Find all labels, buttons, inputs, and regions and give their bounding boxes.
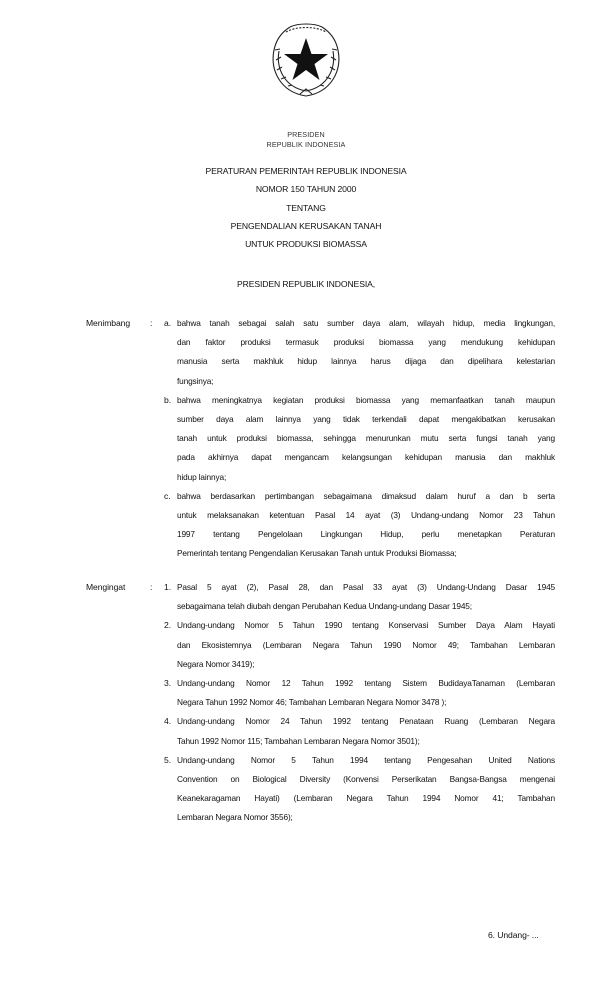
item-text-line: Undang-undang Nomor 5 Tahun 1990 tentang Konservasi Sumber Daya Alam Hayati (177, 620, 555, 631)
item-text-line: bahwa tanah sebagai salah satu sumber daya alam, wilayah hidup, media lingkungan, (177, 318, 555, 328)
item-text-line: Convention on Biological Diversity (Konvensi Perserikatan Bangsa-Bangsa mengenai (177, 773, 555, 784)
item-marker: c. (164, 490, 171, 501)
item-text-line: tanah untuk produksi biomassa, sehingga menurunkan mutu serta fungsi tanah yang (177, 433, 555, 444)
item-text-line: Undang-undang Nomor 5 Tahun 1994 tentang Pengesahan United Nations (177, 754, 555, 765)
item-text-line: Pasal 5 ayat (2), Pasal 28, dan Pasal 33 ayat (3) Undang-Undang Dasar 1945 (177, 582, 555, 592)
header-president: PRESIDEN (287, 130, 325, 139)
item-text-line: pada akhirnya dapat mengancam kelangsungan kehidupan manusia dan makhluk (177, 452, 555, 463)
item-marker: a. (164, 318, 172, 328)
list-item (86, 751, 556, 828)
item-text-line: dan faktor produksi termasuk produksi biomassa yang mendukung kehidupan (177, 337, 555, 348)
item-text-line: Keanekaragaman Hayati) (Lembaran Negara Tahun 1994 Nomor 41; Tambahan (177, 793, 555, 804)
colon: : (150, 582, 153, 592)
item-text-line: untuk melaksanakan ketentuan Pasal 14 ayat (3) Undang-undang Nomor 23 Tahun (177, 509, 555, 520)
item-text-line: manusia serta makhluk hidup lainnya harus dijaga dan dipelihara kelestarian (177, 356, 555, 367)
item-marker: 3. (164, 677, 172, 688)
item-marker: 1. (164, 582, 172, 592)
garuda-emblem (266, 20, 346, 102)
item-text-line: Negara Tahun 1992 Nomor 46; Tambahan Lembaran Negara Nomor 3478 ); (177, 697, 447, 708)
item-text-line: sumber daya alam lainnya yang tidak terkendali dapat mengakibatkan kerusakan (177, 413, 555, 424)
item-text-line: dan Ekosistemnya (Lembaran Negara Tahun 1990 Nomor 49; Tambahan Lembaran (177, 639, 555, 650)
list-item (86, 314, 556, 391)
item-text-line: sebagaimana telah diubah dengan Perubahan Kedua Undang-undang Dasar 1945; (177, 601, 472, 612)
list-item (86, 616, 556, 674)
section-label: Mengingat (86, 582, 126, 592)
section-menimbang (86, 314, 556, 563)
colon: : (150, 318, 153, 328)
title-line: NOMOR 150 TAHUN 2000 (255, 184, 357, 194)
item-text-line: Negara Nomor 3419); (177, 658, 255, 669)
item-text-line: hidup lainnya; (177, 471, 227, 482)
title-line: PENGENDALIAN KERUSAKAN TANAH (230, 221, 382, 231)
item-text-line: 1997 tentang Pengelolaan Lingkungan Hidup, perlu menetapkan Peraturan (177, 529, 555, 540)
item-text-line: bahwa meningkatnya kegiatan produksi biomassa yang memanfaatkan tanah maupun (177, 394, 555, 405)
item-marker: 5. (164, 754, 172, 765)
list-item (86, 578, 556, 616)
list-item (86, 712, 556, 750)
item-text-line: Undang-undang Nomor 12 Tahun 1992 tentang Sistem BudidayaTanaman (Lembaran (177, 677, 555, 688)
preamble: PRESIDEN REPUBLIK INDONESIA, (236, 279, 376, 289)
header-republic: REPUBLIK INDONESIA (266, 140, 346, 149)
item-text-line: Tahun 1992 Nomor 115; Tambahan Lembaran Negara Nomor 3501); (177, 735, 420, 746)
item-text-line: bahwa berdasarkan pertimbangan sebagaimana dimaksud dalam huruf a dan b serta (177, 490, 555, 501)
section-label: Menimbang (86, 318, 131, 328)
list-item (86, 674, 556, 712)
item-marker: b. (164, 394, 172, 405)
page-continuation: 6. Undang- ... (488, 930, 539, 940)
item-text-line: fungsinya; (177, 375, 214, 386)
list-item (86, 391, 556, 487)
item-marker: 4. (164, 716, 172, 727)
title-line: UNTUK PRODUKSI BIOMASSA (245, 239, 367, 249)
title-line: TENTANG (286, 203, 326, 213)
section-mengingat (86, 578, 556, 827)
list-item (86, 487, 556, 564)
item-text-line: Undang-undang Nomor 24 Tahun 1992 tentang Penataan Ruang (Lembaran Negara (177, 716, 555, 727)
item-marker: 2. (164, 620, 172, 631)
title-line: PERATURAN PEMERINTAH REPUBLIK INDONESIA (205, 166, 407, 176)
item-text-line: Pemerintah tentang Pengendalian Kerusakan Tanah untuk Produksi Biomassa; (177, 548, 457, 559)
item-text-line: Lembaran Negara Nomor 3556); (177, 812, 293, 823)
